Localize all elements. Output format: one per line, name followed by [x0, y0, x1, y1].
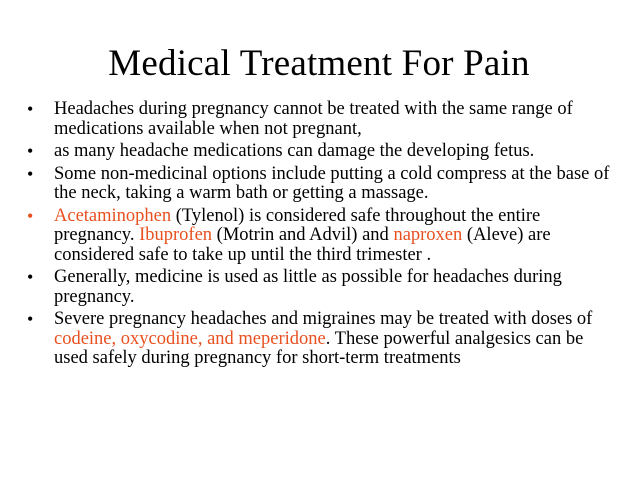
drug-name-ibuprofen: Ibuprofen	[139, 225, 213, 245]
bullet-item	[27, 100, 619, 139]
bullet-list	[27, 100, 619, 372]
bullet-icon: •	[27, 309, 34, 329]
bullet-text: . These powerful analgesics can be used safely during pregnancy for short-term treatments	[54, 328, 584, 368]
drug-name-acetaminophen: Acetaminophen	[54, 205, 172, 226]
bullet-text: Headaches during pregnancy cannot be treated with the same range of medications available when not pregnant,	[54, 99, 573, 139]
bullet-text: Severe pregnancy headaches and migraines may be treated with doses of	[54, 309, 593, 329]
bullet-item	[27, 165, 619, 204]
bullet-icon: •	[27, 99, 34, 119]
bullet-item	[27, 207, 619, 266]
bullet-item	[27, 268, 619, 307]
bullet-text: (Aleve) are considered safe to take up until the third trimester .	[54, 225, 551, 265]
bullet-icon: •	[27, 163, 34, 184]
bullet-text: (Motrin and Advil) and	[212, 225, 394, 245]
bullet-text: as many headache medications can damage the developing fetus.	[54, 141, 535, 161]
drug-name-naproxen: naproxen	[393, 225, 463, 245]
slide-title: Medical Treatment For Pain	[108, 43, 530, 84]
bullet-icon: •	[27, 205, 34, 226]
drug-names-opioids: codeine, oxycodine, and meperidone	[54, 328, 326, 349]
bullet-text: (Tylenol) is considered safe throughout the entire pregnancy.	[54, 205, 541, 245]
bullet-item	[27, 310, 619, 369]
bullet-icon: •	[27, 141, 34, 161]
bullet-icon: •	[27, 267, 34, 287]
bullet-text: Some non-medicinal options include putting a cold compress at the base of the neck, taking a warm bath or getting a massage.	[54, 163, 610, 203]
bullet-text: Generally, medicine is used as little as possible for headaches during pregnancy.	[54, 267, 562, 307]
bullet-item	[27, 142, 619, 162]
